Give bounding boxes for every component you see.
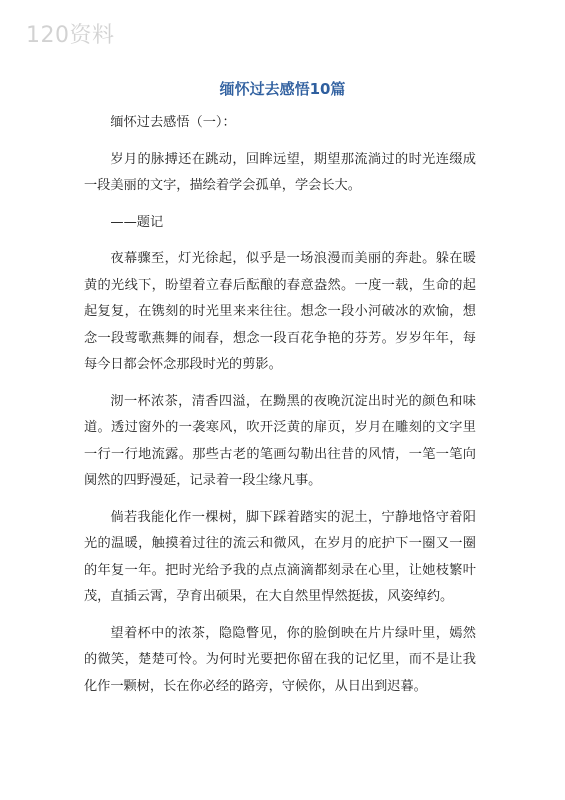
document-subtitle: 缅怀过去感悟（一）： [110,115,236,130]
watermark-logo: 120资料 [26,23,115,48]
paragraph-memory: 望着杯中的浓茶，隐隐瞥见，你的脸倒映在片片绿叶里，嫣然的微笑，楚楚可怜。为何时光要把你留在我的记忆里，而不是让我化作一颗树，长在你必经的路旁，守候你，从日出到迟暮。 [84,625,476,694]
paragraph-epigraph: ——题记 [110,214,164,230]
paragraph-intro: 岁月的脉搏还在跳动，回眸远望，期望那流淌过的时光连缀成一段美丽的文字，描绘着学会孤单，学会长大。 [84,151,476,193]
paragraph-night: 夜幕骤至，灯光徐起，似乎是一场浪漫而美丽的奔赴。躲在暖黄的光线下，盼望着立春后酝酿的春意盎然。一度一载，生命的起起复复，在镌刻的时光里来来往往。想念一段小河破冰的欢愉，想念一段莺歌燕舞的闹春，想念一段百花争艳的芬芳。岁岁年年，每每今日都会怀念那段时光的剪影。 [84,251,476,372]
document-title: 缅怀过去感悟10篇 [219,80,346,98]
paragraph-tea: 沏一杯浓茶，清香四溢，在黝黑的夜晚沉淀出时光的颜色和味道。透过窗外的一袭寒风，吹开泛黄的扉页，岁月在雕刻的文字里一行一行地流露。那些古老的笔画勾勒出往昔的风情，一笔一笔向阒然的四野漫延，记录着一段尘缘凡事。 [84,393,476,488]
document-body [84,110,476,710]
paragraph-tree: 倘若我能化作一棵树，脚下踩着踏实的泥土，宁静地恪守着阳光的温暖，触摸着过往的流云和微风，在岁月的庇护下一圈又一圈的年复一年。把时光给予我的点点滴滴都刻录在心里，让她枝繁叶茂，直插云霄，孕育出硕果，在大自然里悍然挺拔，风姿绰约。 [84,509,476,604]
